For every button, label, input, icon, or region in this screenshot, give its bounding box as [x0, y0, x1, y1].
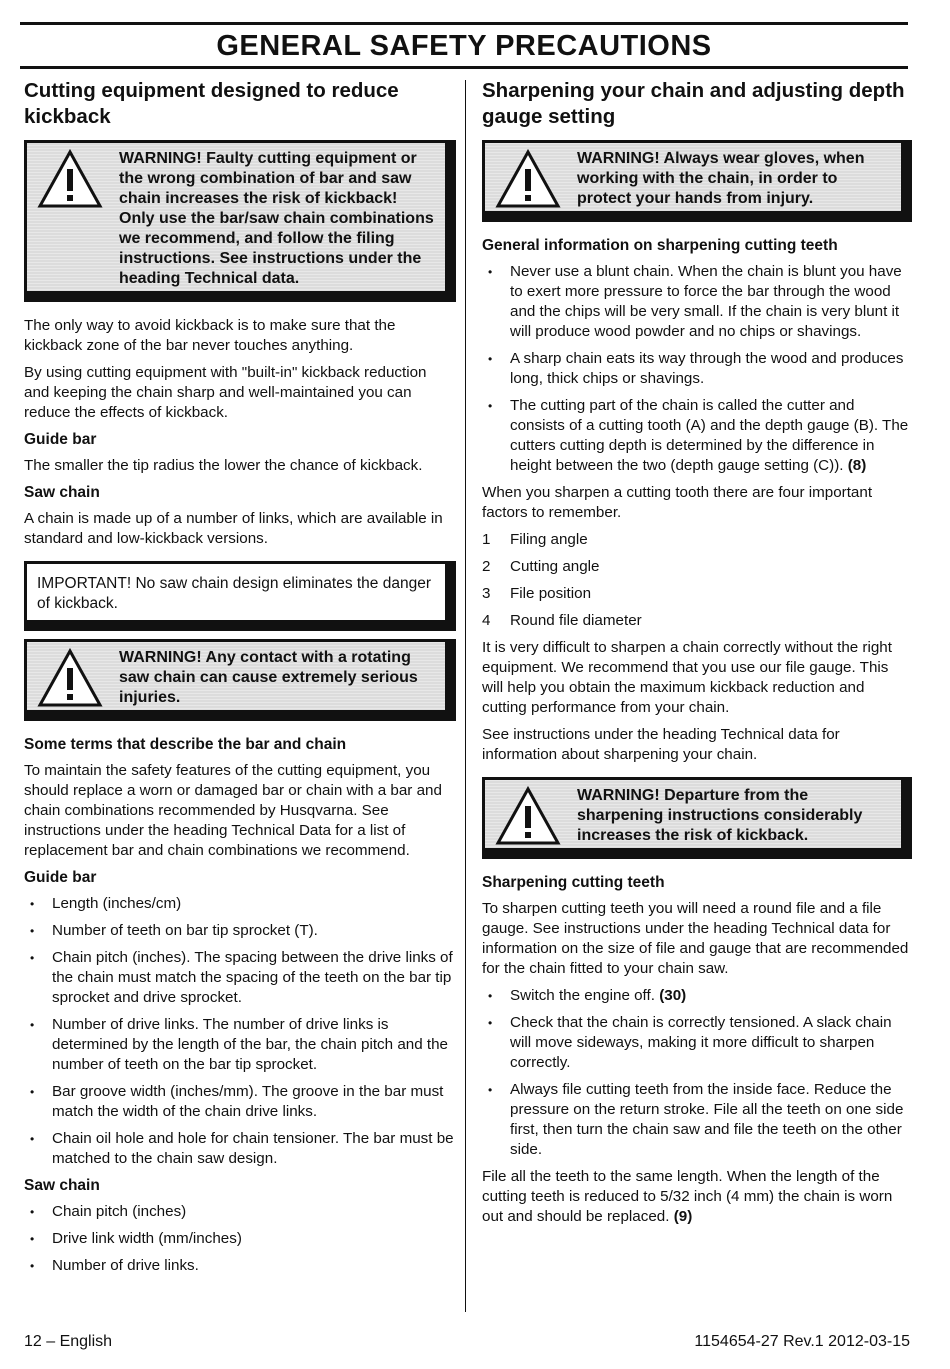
subheading-general-info: General information on sharpening cutting teeth [482, 237, 838, 254]
subheading-saw-chain: Saw chain [24, 484, 100, 501]
item-number: 4 [482, 612, 491, 629]
section-heading-kickback: Cutting equipment designed to reduce kickback [24, 79, 399, 128]
saw-chain-list [24, 1202, 456, 1276]
guide-bar-list [24, 894, 456, 1169]
paragraph [482, 1167, 912, 1227]
list-item [482, 986, 912, 1006]
paragraph-text: File all the teeth to the same length. When the length of the cutting teeth is reduced to 5/32 inch (4 mm) the chain is worn out and should be replaced. [482, 1168, 893, 1225]
warning-triangle-icon [37, 149, 103, 209]
numbered-item [482, 557, 912, 577]
paragraph: When you sharpen a cutting tooth there are four important factors to remember. [482, 484, 873, 521]
subheading-guide-bar: Guide bar [24, 869, 97, 886]
column-divider [465, 80, 466, 1312]
list-item: • Chain pitch (inches). The spacing between the drive links of the chain must match the spacing of the teeth on the bar tip sprocket and drive sprocket. [24, 948, 456, 1008]
item-text: Round file diameter [510, 612, 642, 629]
paragraph: A chain is made up of a number of links, which are available in standard and low-kickback versions. [24, 510, 443, 547]
page-title: GENERAL SAFETY PRECAUTIONS [216, 30, 712, 62]
warning-text: WARNING! Always wear gloves, when working with the chain, in order to protect your hands from injury. [577, 150, 865, 207]
factors-list [482, 530, 912, 631]
paragraph: The smaller the tip radius the lower the chance of kickback. [24, 457, 423, 474]
figure-reference: (9) [673, 1208, 693, 1225]
item-text: Cutting angle [510, 558, 600, 575]
list-item: • Number of drive links. [24, 1256, 456, 1276]
paragraph: To maintain the safety features of the cutting equipment, you should replace a worn or damaged bar or chain with a bar and chain combinations recommended by Husqvarna. See instructions under the heading Technical Data for a list of replacement bar and chain combinations we recommend. [24, 762, 442, 859]
paragraph: See instructions under the heading Technical data for information about sharpening your chain. [482, 726, 840, 763]
numbered-item [482, 611, 912, 631]
figure-reference: (30) [659, 987, 687, 1004]
paragraph: To sharpen cutting teeth you will need a round file and a file gauge. See instructions under the heading Technical data for information on the size of file and gauge that are recommended for the chain fitted to your chain saw. [482, 900, 909, 977]
page-number: 12 – English [24, 1333, 113, 1350]
list-item: • Check that the chain is correctly tensioned. A slack chain will move sideways, making it more difficult to sharpen correctly. [482, 1013, 912, 1073]
item-number: 1 [482, 531, 491, 548]
list-item: • Bar groove width (inches/mm). The groove in the bar must match the width of the chain drive links. [24, 1082, 456, 1122]
list-item: • Number of teeth on bar tip sprocket (T). [24, 921, 456, 941]
list-item: • Number of drive links. The number of drive links is determined by the length of the bar, the chain pitch and the number of teeth on the bar tip sprocket. [24, 1015, 456, 1075]
section-heading-sharpening: Sharpening your chain and adjusting depth gauge setting [482, 79, 905, 128]
subheading-guide-bar: Guide bar [24, 431, 97, 448]
list-item: • Always file cutting teeth from the inside face. Reduce the pressure on the return stroke. File all the teeth on one side first, then turn the chain saw and file the teeth on the other side. [482, 1080, 912, 1160]
general-info-list [482, 262, 912, 476]
list-item: • Drive link width (mm/inches) [24, 1229, 456, 1249]
warning-text: WARNING! Faulty cutting equipment or the wrong combination of bar and saw chain increases the risk of kickback! Only use the bar/saw chain combinations we recommend, and follow the filing instructions. See instructions under the heading Technical data. [119, 150, 434, 287]
list-item: • Chain oil hole and hole for chain tensioner. The bar must be matched to the chain saw design. [24, 1129, 456, 1169]
warning-text: WARNING! Any contact with a rotating saw chain can cause extremely serious injuries. [119, 649, 418, 706]
important-notice-box: IMPORTANT! No saw chain design eliminates the danger of kickback. [24, 561, 456, 631]
left-column [24, 78, 456, 1283]
item-text: File position [510, 585, 592, 602]
page-title-bar [20, 22, 908, 69]
paragraph: By using cutting equipment with "built-in" kickback reduction and keeping the chain sharp and well-maintained you can reduce the effects of kickback. [24, 364, 427, 421]
right-column [482, 78, 912, 1234]
warning-triangle-icon [495, 786, 561, 846]
list-item: • Length (inches/cm) [24, 894, 456, 914]
subheading-sharpening-teeth: Sharpening cutting teeth [482, 874, 665, 891]
list-item-text: The cutting part of the chain is called the cutter and consists of a cutting tooth (A) and the depth gauge (B). The cutters cutting depth is determined by the difference in height between the two (depth gauge setting (C)). [510, 397, 909, 474]
numbered-item [482, 584, 912, 604]
sharpening-list [482, 986, 912, 1160]
numbered-item [482, 530, 912, 550]
warning-box-departure [482, 777, 912, 859]
warning-triangle-icon [37, 648, 103, 708]
warning-box-rotating-chain [24, 639, 456, 721]
warning-text: WARNING! Departure from the sharpening instructions considerably increases the risk of kickback. [577, 787, 863, 844]
document-number: 1154654-27 Rev.1 2012-03-15 [694, 1333, 910, 1350]
warning-box-faulty-equipment [24, 140, 456, 302]
list-item [482, 396, 912, 476]
list-item: • A sharp chain eats its way through the wood and produces long, thick chips or shavings. [482, 349, 912, 389]
paragraph: The only way to avoid kickback is to make sure that the kickback zone of the bar never touches anything. [24, 317, 396, 354]
paragraph: It is very difficult to sharpen a chain correctly without the right equipment. We recommend that you use our file gauge. This will help you obtain the maximum kickback reduction and cutting performance from your chain. [482, 639, 892, 716]
warning-triangle-icon [495, 149, 561, 209]
item-number: 3 [482, 585, 491, 602]
subheading-terms: Some terms that describe the bar and chain [24, 736, 347, 753]
list-item-text: Switch the engine off. [510, 987, 655, 1004]
item-text: Filing angle [510, 531, 588, 548]
list-item: • Chain pitch (inches) [24, 1202, 456, 1222]
list-item: • Never use a blunt chain. When the chain is blunt you have to exert more pressure to force the bar through the wood and the chips will be very small. If the chain is very blunt it will produce wood powder and no chips or shavings. [482, 262, 912, 342]
figure-reference: (8) [847, 457, 867, 474]
item-number: 2 [482, 558, 491, 575]
warning-box-gloves [482, 140, 912, 222]
subheading-saw-chain: Saw chain [24, 1177, 100, 1194]
